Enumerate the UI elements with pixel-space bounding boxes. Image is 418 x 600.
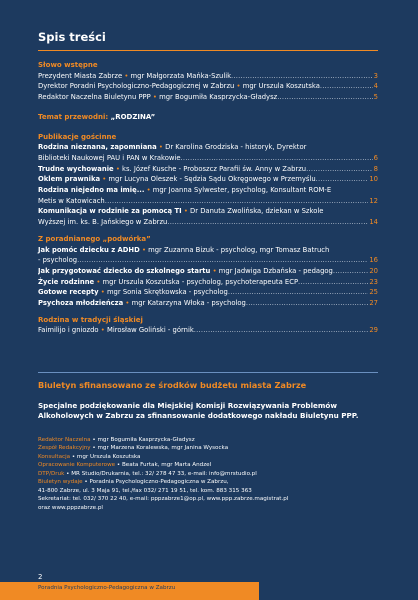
toc-entry[interactable]: Komunikacja w rodzinie za pomocą TI • Dr Danuta Zwolińska, dziekan w Szkole [38,207,324,216]
page-ref: 10 [369,175,378,184]
page-ref: 29 [369,326,378,335]
page-number: 2 [38,573,43,581]
finance-note: Biuletyn sfinansowano ze środków budżetu miasta Zabrze [38,380,307,390]
page-ref: 6 [373,153,378,162]
toc-entry[interactable]: Trudne wychowanie • ks. Józef Kusche - Proboszcz Parafii św. Anny w Zabrzu ..... 8 [38,164,378,175]
page-ref: 14 [369,218,378,227]
section-heading-guest: Publikacje gościnne [38,132,117,141]
page-ref: 16 [369,256,378,265]
toc-entry[interactable]: Jak pomóc dziecku z ADHD • mgr Zuzanna Bizuk - psycholog, mgr Tomasz Batruch [38,245,330,254]
footer-bar [0,582,418,600]
page-ref: 12 [369,196,378,205]
toc-entry[interactable]: Życie rodzinne • mgr Urszula Koszutska - psycholog, psychoterapeuta ECP ..... 23 [38,277,378,288]
thanks-note: Specjalne podziękowanie dla Miejskiej Komisji Rozwiązywania Problemów Alkoholowych w Zabrzu za sfinansowanie dodatkowego nakładu Biuletynu PPP. [38,401,359,421]
toc-entry-cont[interactable]: Biblioteki Naukowej PAU i PAN w Krakowie ..... 6 [38,153,378,164]
credits: Redaktor Naczelna • mgr Bogumiła Kasprzycka-Gładysz Zespół Redakcyjny • mgr Marzena Koralewska, mgr Janina Wysocka Konsultacja • mgr Urszula Koszutska Opracowanie Komputerowe • Beata Furtak, mgr Marta Andzel DTP/Druk • MR Studio/Drukarnia, tel.: 32/ 278 47 33, e-mail: info@mrstudio.pl Biuletyn wydaje • Poradnia Psychologiczno-Pedagogiczna w Zabrzu, 41-800 Zabrze, ul. 3 Maja 91, tel./fax 032/ 271 19 51, tel. kom. 883 315 363 Sekretariat: tel. 032/ 370 22 40, e-mail: pppzabrze1@op.pl, www.ppp.zabrze.magistrat.pl oraz www.pppzabrze.pl [38,437,289,511]
toc-entry[interactable]: Gotowe recepty • mgr Sonia Skrętkowska - psycholog ..... 25 [38,287,378,298]
page-ref: 8 [373,164,378,173]
page-ref: 5 [373,93,378,102]
toc-entry[interactable]: Jak przygotować dziecko do szkolnego startu • mgr Jadwiga Dzbańska - pedagog ..... 20 [38,266,378,277]
toc-entry[interactable]: Dyrektor Poradni Psychologiczno-Pedagogicznej w Zabrzu • mgr Urszula Koszutska ..... 4 [38,81,378,92]
page-ref: 25 [369,288,378,297]
divider [38,372,378,373]
toc-entry[interactable]: Rodzina niejedno ma imię... • mgr Joanna Sylwester, psycholog, Konsultant ROM-E [38,186,332,195]
toc-content [38,60,378,336]
toc-entry[interactable]: Faimilijo i gniozdo • Mirosław Goliński - górnik ..... 29 [38,325,378,336]
page-ref: 23 [369,277,378,286]
footer-text: Poradnia Psychologiczno-Pedagogiczna w Zabrzu [38,585,176,591]
page-ref: 3 [373,71,378,80]
toc-title: Spis treści [38,30,106,44]
toc-entry[interactable]: Psychoza młodzieńcza • mgr Katarzyna Włoka - psycholog ..... 27 [38,298,378,309]
page-ref: 27 [369,299,378,308]
page-ref: 20 [369,266,378,275]
page-ref: 4 [373,82,378,91]
toc-entry-cont[interactable]: Metis w Katowicach ..... 12 [38,196,378,207]
section-heading-tradition: Rodzina w tradycji śląskiej [38,315,143,324]
toc-entry[interactable]: Redaktor Naczelna Biuletynu PPP • mgr Bogumiła Kasprzycka-Gładysz ..... 5 [38,92,378,103]
toc-entry-cont[interactable]: Wyższej im. ks. B. Jańskiego w Zabrzu ..... 14 [38,217,378,228]
toc-entry[interactable]: Rodzina nieznana, zapomniana • Dr Karolina Grodziska - historyk, Dyrektor [38,143,307,152]
main-topic: Temat przewodni: „RODZINA” [38,112,156,121]
section-heading-yard: Z poradnianego „podwórka” [38,234,151,243]
toc-entry[interactable]: Oklem prawnika • mgr Lucyna Oleszek - Sędzia Sądu Okręgowego w Przemyślu ..... 10 [38,174,378,185]
toc-entry-cont[interactable]: - psycholog ..... 16 [38,255,378,266]
title-underline [38,50,378,51]
toc-entry[interactable]: Prezydent Miasta Zabrze • mgr Małgorzata Mańka-Szulik ..... 3 [38,71,378,82]
section-heading-foreword: Słowo wstępne [38,61,98,69]
